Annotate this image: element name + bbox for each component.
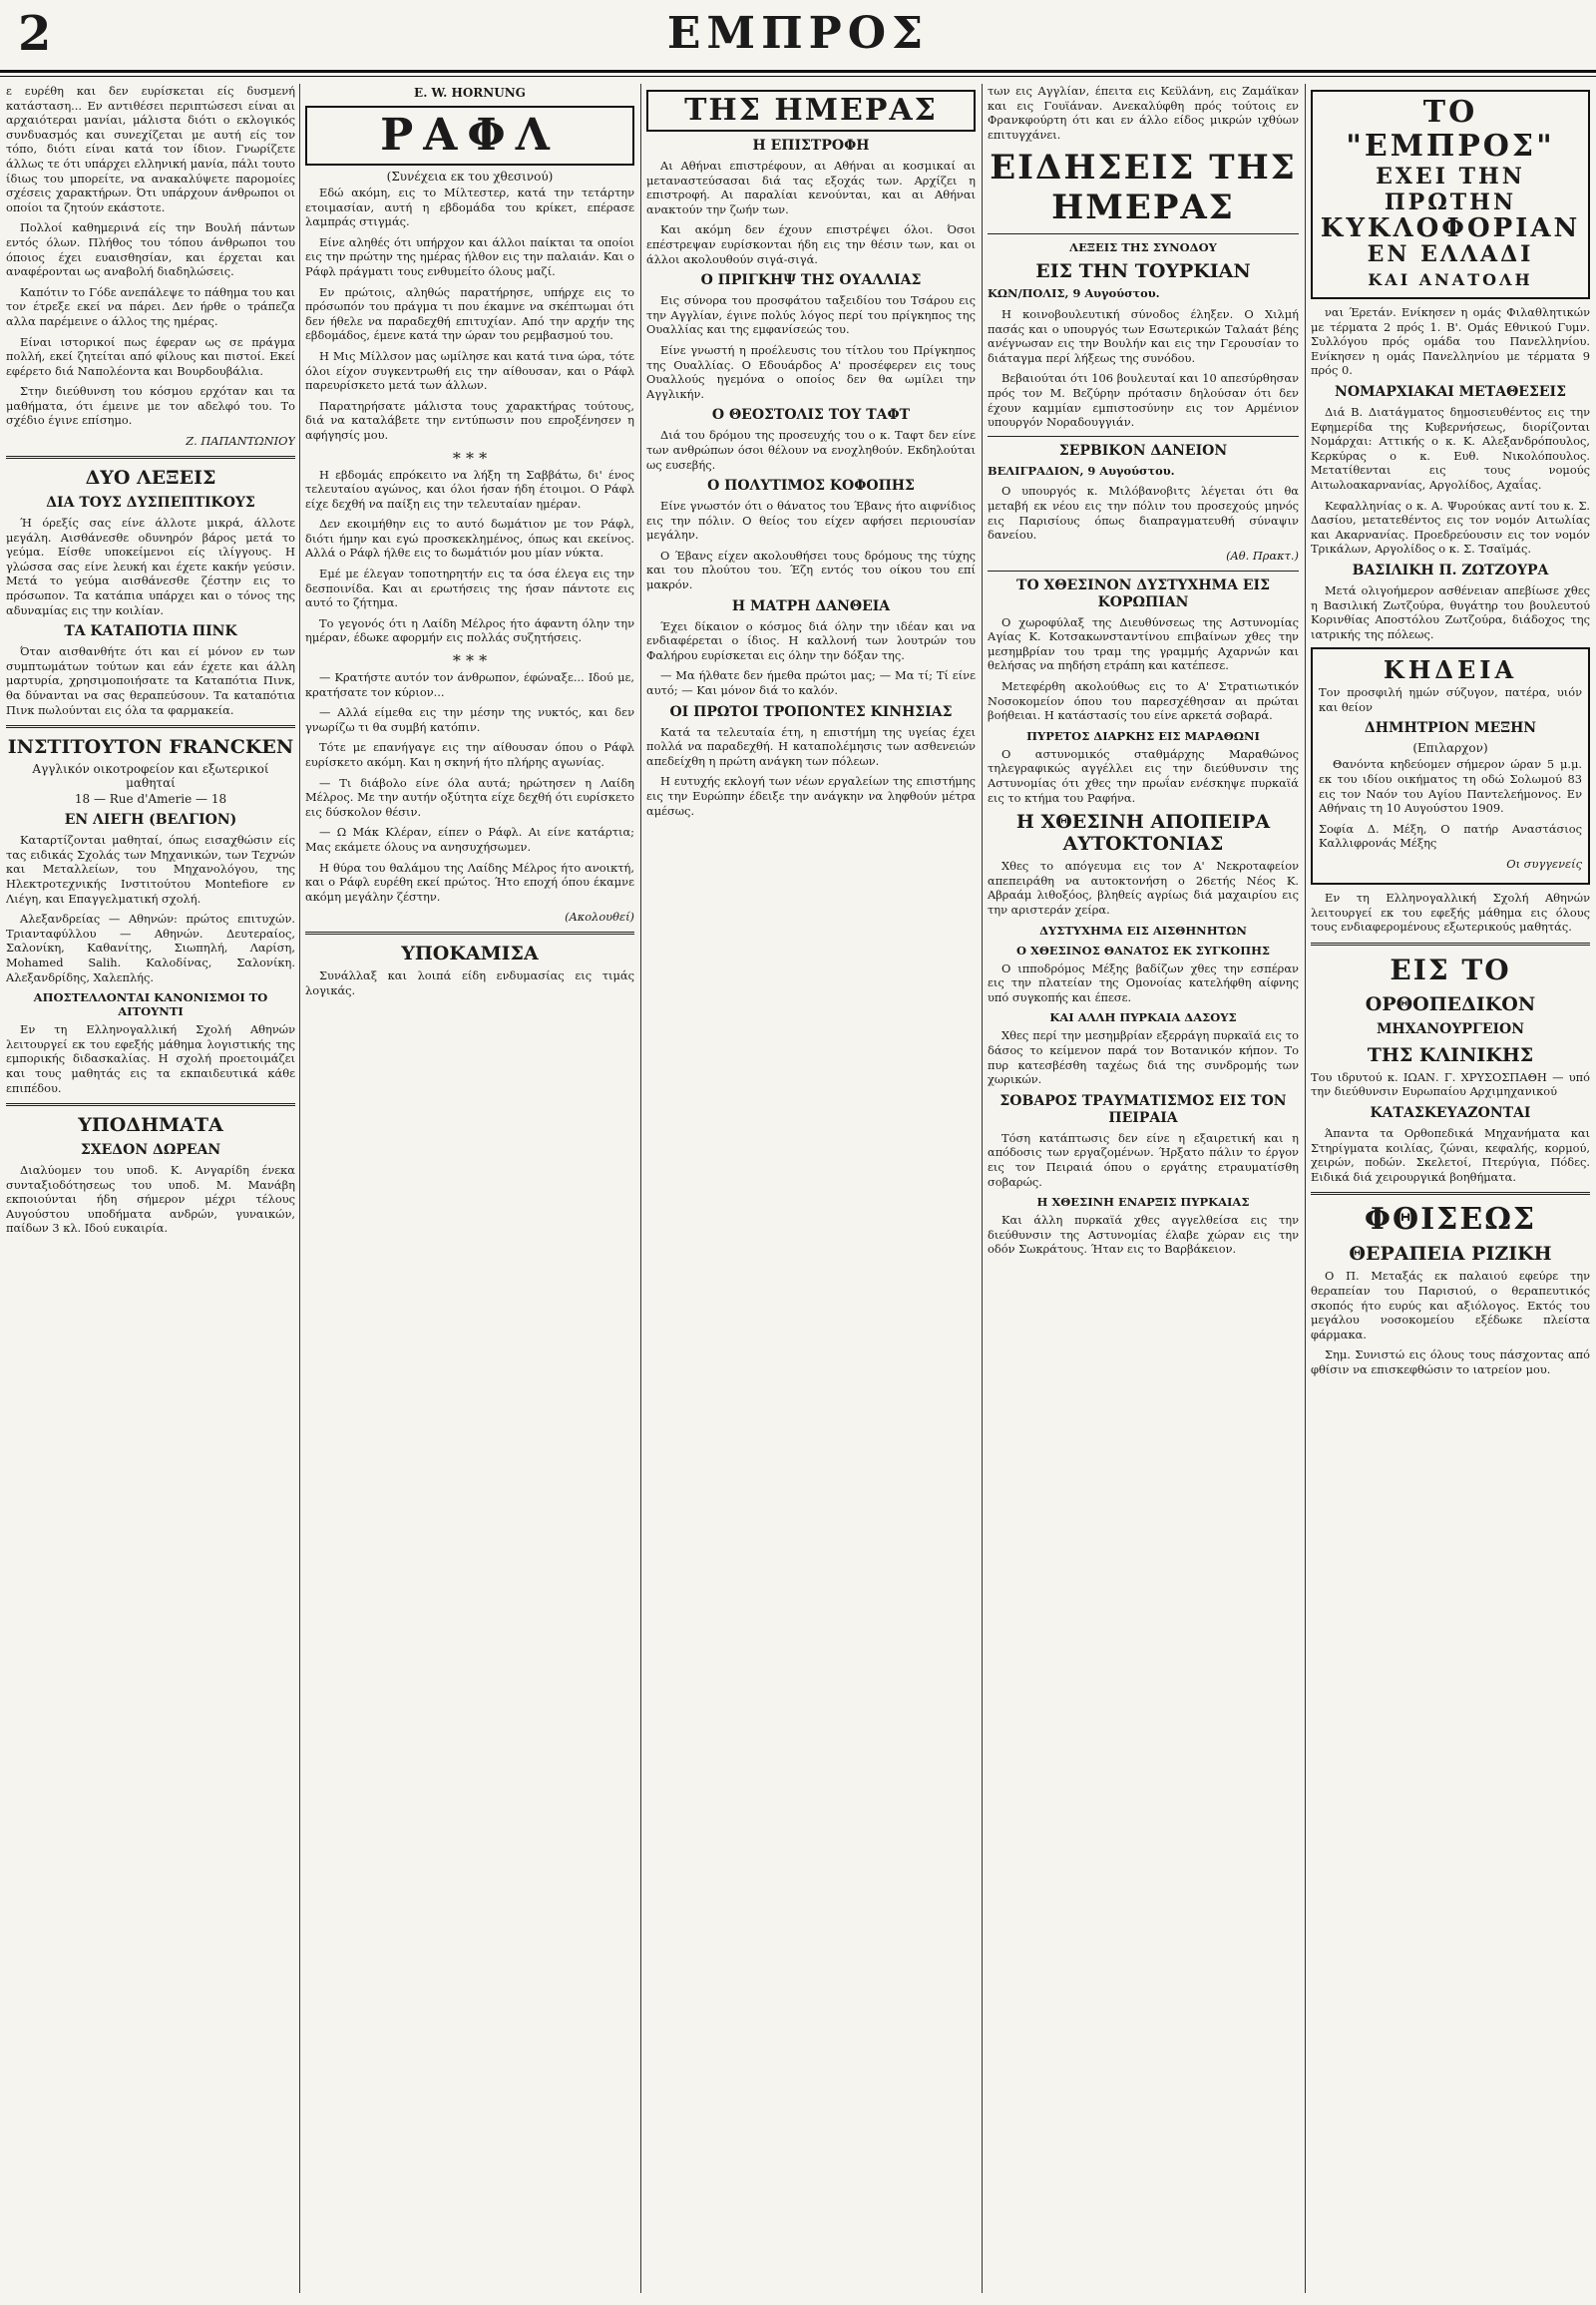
section-subhead: Η ΕΠΙΣΤΡΟΦΗ <box>752 138 870 154</box>
news-paragraph: Και άλλη πυρκαϊά χθες αγγελθείσα εις την διεύθυνσιν της Αστυνομίας έλαβε χώραν εις την οδόν Σωκράτους. Ήταν εις το Βαρβάκειον. <box>988 1213 1299 1257</box>
news-headline: ΚΑΙ ΑΛΛΗ ΠΥΡΚΑΙΑ ΔΑΣΟΥΣ <box>1049 1010 1237 1025</box>
serial-title: ΡΑΦΛ <box>305 106 634 166</box>
page-number: 2 <box>18 6 52 62</box>
article-paragraph: Στην διεύθυνση του κόσμου ερχόταν και τα μαθήματα, ότι έμεινε με τον αδελφό του. Το σχέδιο έγινε επίσημο. <box>6 384 295 428</box>
ad-subheadline: ΔΙΑ ΤΟΥΣ ΔΥΣΠΕΠΤΙΚΟΥΣ <box>46 495 255 512</box>
article-paragraph: Είνε γνωστή η προέλευσις του τίτλου του Πρίγκηπος της Ουαλλίας. Ο Εδουάρδος Α' προσέφερεν εις τους Ουαλλούς ηγεμόνα ο οποίος δεν θα ωμίλει την Αγγλικήν. <box>646 342 976 401</box>
news-headline: Ο ΧΘΕΣΙΝΟΣ ΘΑΝΑΤΟΣ ΕΚ ΣΥΓΚΟΠΗΣ <box>1015 943 1271 958</box>
ad-paragraph: Διαλύομεν του υποδ. Κ. Ανγαρίδη ένεκα συνταξιοδότησεως του υποδ. Μ. Μανάβη εκποιούνται ήδη σήμερον μέχρι τέλους Αυγούστου υποδήματα ανδρών, γυναικών, παίδων 3 κλ. Ιδού ευκαιρία. <box>6 1163 295 1236</box>
news-headline: ΣΕΡΒΙΚΟΝ ΔΑΝΕΙΟΝ <box>1058 442 1228 459</box>
circulation-line: ΚΑΙ ΑΝΑΤΟΛΗ <box>1368 270 1533 289</box>
news-paragraph: Βεβαιούται ότι 106 βουλευταί και 10 απεσύρθησαν πρός τον Μ. Βεζύρην πρότασιν δηλούσαν ότι δεν έχουν καμμίαν εμπιστοσύνην εις τον Αρμένιον υπουργόν Νοραδουγγιάν. <box>988 371 1299 430</box>
serial-paragraph: Τότε με επανήγαγε εις την αίθουσαν όπου ο Ράφλ ευρίσκετο ακόμη. Και η σκηνή ήτο πλήρης αγωνίας. <box>305 740 634 769</box>
serial-paragraph: Εδώ ακόμη, εις το Μίλτεστερ, κατά την τετάρτην ετοιμασίαν, αυτή η εβδομάδα του κρίκετ, επέρασε λαμπράς στιγμάς. <box>305 186 634 229</box>
article-paragraph: Καπότιν το Γόδε ανεπάλεψε το πάθημα του και τον έτρεξε εκεί να πάρει. Δεν ήρθε ο τράπεζα αλλα παρέμεινε ο άλλος της ημέρας. <box>6 284 295 328</box>
section-subhead: Η ΜΑΤΡΗ ΔΑΝΘΕΙΑ <box>731 597 891 614</box>
divider <box>6 456 295 459</box>
ad-paragraph: Καταρτίζονται μαθηταί, όπως εισαχθώσιν είς τας ειδικάς Σχολάς των Μηχανικών, των Τεχνών και Μεταλλείων, του Μηχανολόγου, της Ηλεκτροτεχνικής Ινστιτούτου Montefiore εν Λιέγη, και Επαγγελματική σχολή. <box>6 833 295 906</box>
section-title: ΕΙΔΗΣΕΙΣ ΤΗΣ ΗΜΕΡΑΣ <box>990 148 1297 228</box>
ad-headline: ΤΑ ΚΑΤΑΠΟΤΙΑ ΠΙΝΚ <box>64 623 237 640</box>
article-paragraph: Είναι ιστορικοί πως έφεραν ως σε πράγμα πολλή, εκεί ζητείται από φίλους και πιστοί. Εκεί εφέρετο διά Ναπολέοντα και Βουρδουβάλια. <box>6 334 295 378</box>
circulation-line: ΚΥΚΛΟΦΟΡΙΑΝ <box>1320 213 1581 243</box>
article-paragraph: Και ακόμη δεν έχουν επιστρέψει όλοι. Όσοι επέστρεψαν ευρίσκονται ήδη εις την θέσιν των, και οι άλλοι ακολουθούν σιγά-σιγά. <box>646 222 976 266</box>
ad-headline: ΔΥΟ ΛΕΞΕΙΣ <box>85 467 216 490</box>
serial-signoff: (Ακολουθεί) <box>565 910 634 925</box>
ad-city: ΕΝ ΛΙΕΓΗ (ΒΕΛΓΙΟΝ) <box>64 812 237 829</box>
news-paragraph: Διά Β. Διατάγματος δημοσιευθέντος εις την Εφημερίδα της Κυβερνήσεως, διορίζονται Νομάρχαι: Αττικής ο κ. Κ. Αλεξανδρόπουλος, Κερκύρας ο κ. Ευθ. Νικολόπουλος. Μετατίθενται εις τους νομούς Αιτωλοακαρνανίας, Αργολίδος, Αχαΐας. <box>1311 404 1590 492</box>
news-headline: ΔΥΣΤΥΧΗΜΑ ΕΙΣ ΑΙΣΘΗΝΗΤΩΝ <box>1039 923 1247 938</box>
ad-address: 18 — Rue d'Amerie — 18 <box>74 792 227 807</box>
serial-paragraph: Εμέ με έλεγαν τοποτηρητήν εις τα όσα έλεγα εις την δεσποινίδα. Και αι ερωτήσεις της ήσαν πάντοτε εις αυτό το ζήτημα. <box>305 567 634 610</box>
section-subhead: Ο ΘΕΟΣΤΟΛΙΣ ΤΟΥ ΤΑΦΤ <box>711 407 911 424</box>
news-headline: ΠΥΡΕΤΟΣ ΔΙΑΡΚΗΣ ΕΙΣ ΜΑΡΑΘΩΝΙ <box>1026 728 1260 743</box>
serial-paragraph: Παρατηρήσατε μάλιστα τους χαρακτήρας τούτους, διά να καταλάβετε την εντύπωσιν που επροξένησεν η αφήγησίς μου. <box>305 398 634 442</box>
news-headline: Η ΧΘΕΣΙΝΗ ΕΝΑΡΞΙΣ ΠΥΡΚΑΙΑΣ <box>1036 1195 1250 1210</box>
article-paragraph: Κατά τα τελευταία έτη, η επιστήμη της υγείας έχει πολλά να παραδεχθή. Η καταπολέμησις των ασθενειών απεδείχθη η πρώτη ανάγκη των πόλεων. <box>646 724 976 768</box>
news-headline: ΣΟΒΑΡΟΣ ΤΡΑΥΜΑΤΙΣΜΟΣ ΕΙΣ ΤΟΝ ΠΕΙΡΑΙΑ <box>999 1092 1287 1126</box>
section-subhead: ΟΙ ΠΡΩΤΟΙ ΤΡΟΠΟΝΤΕΣ ΚΙΝΗΣΙΑΣ <box>669 703 953 720</box>
news-paragraph: Μετεφέρθη ακολούθως εις το Α' Στρατιωτικόν Νοσοκομείον όπου του παρεσχέθησαν αι πρώται βοήθειαι. Η κατάστασίς του είνε αρκετά σοβαρά. <box>988 679 1299 723</box>
obituary-headline: ΒΑΣΙΛΙΚΗ Π. ΖΩΤΖΟΥΡΑ <box>1352 562 1549 578</box>
news-paragraph: ναι Έρετάν. Ενίκησεν η ομάς Φιλαθλητικών με τέρματα 2 πρός 1. Β'. Ομάς Εθνικού Γυμν. Συλλόγου πρός ομάδα του Πανελληνίου. Ενίκησεν η ομάς Πανελληνίου με τέρματα 9 πρός 0. <box>1311 305 1590 378</box>
news-source: (Αθ. Πρακτ.) <box>1226 548 1299 563</box>
column-rule <box>299 84 300 2293</box>
circulation-box <box>1311 90 1590 299</box>
serial-author: E. W. HORNUNG <box>414 86 526 100</box>
circulation-line: ΤΟ "ΕΜΠΡΟΣ" <box>1346 95 1555 164</box>
news-paragraph: Η κοινοβουλευτική σύνοδος έληξεν. Ο Χιλμή πασάς και ο υπουργός των Εσωτερικών Ταλαάτ βέης ανέγνωσαν εις την Βουλήν και εις την Γερουσίαν το διάταγμα περί λήξεως της συνόδου. <box>988 306 1299 365</box>
ad-headline: ΥΠΟΚΑΜΙΣΑ <box>401 943 539 965</box>
serial-continuation: (Συνέχεια εκ του χθεσινού) <box>386 170 554 184</box>
serial-paragraph: Εν πρώτοις, αληθώς παρατήρησε, υπήρχε εις το πρόσωπόν του πράγμα τι που έκαμνε να σκέπτωμαι ότι δεν ήθελε να παραδεχθή επιτυχίαν. Από την αρχήν της εβδομάδος, έμενε κατά την ώραν του ρεμβασμού του. <box>305 284 634 343</box>
divider <box>6 1103 295 1106</box>
serial-paragraph: Η εβδομάς επρόκειτο να λήξη τη Σαββάτω, δι' ένος τελευταίου αγώνος, και όλοι ήσαν ήδη έτοιμοι. Ο Ράφλ είχε δεχθή να παίξη εις την τελευταίαν ημέραν. <box>305 467 634 511</box>
ad-paragraph: Ή όρεξίς σας είνε άλλοτε μικρά, άλλοτε μεγάλη. Αισθάνεσθε οδυνηρόν βάρος μετά το γεύμα. Είσθε υποκείμενοι είς ιλίγγους. Η γλώσσα σας είνε λευκή και έχετε κακήν γεύσιν. Μετά το γεύμα αισθάνεσθε ζέστην εις το πρόσωπον. Τα κατάπια υπάρχει και ο τόνος της αδυναμίας εις την κοιλίαν. <box>6 516 295 617</box>
section-asterisks: * * * <box>452 448 488 468</box>
funeral-signoff: Οι συγγενείς <box>1506 857 1582 872</box>
ad-paragraph: Του ιδρυτού κ. ΙΩΑΝ. Γ. ΧΡΥΣΟΣΠΑΘΗ — υπό την διεύθυνσιν Ευρωπαίου Αρχιμηχανικού <box>1311 1069 1590 1099</box>
column-2 <box>305 84 634 2288</box>
serial-paragraph: Δεν εκοιμήθην εις το αυτό δωμάτιον με τον Ράφλ, διότι ήμην και εγώ προσκεκλημένος, όπως και εκείνος. Αλλά ο Ράφλ ήλθε εις το δωμάτιόν μου μίαν νύκτα. <box>305 517 634 561</box>
ad-paragraph: Συνάλλαξ και λοιπά είδη ενδυμασίας εις τιμάς λογικάς. <box>305 968 634 997</box>
news-headline: ΛΕΞΕΙΣ ΤΗΣ ΣΥΝΟΔΟΥ <box>1069 240 1217 255</box>
newspaper-title: ΕΜΠΡΟΣ <box>666 8 930 59</box>
ad-headline: ΤΗΣ ΚΛΙΝΙΚΗΣ <box>1367 1043 1534 1066</box>
news-paragraph: Ο χωροφύλαξ της Διευθύνσεως της Αστυνομίας Αγίας Κ. Κοτσακωνσταντίνου επιβαίνων χθες την μεσημβρίαν του τραμ της γραμμής Αχαρνών και θελήσας να πηδήση ετράπη και κατέπεσε. <box>988 614 1299 673</box>
news-paragraph: Τόση κατάπτωσις δεν είνε η εξαιρετική και η απόδοσις των εργαζομένων. Ήρξατο πάλιν το έργον εις τον Πειραιά όπου ο εργάτης ετραυματίσθη σοβαρώς. <box>988 1130 1299 1189</box>
news-headline: ΕΙΣ ΤΗΝ ΤΟΥΡΚΙΑΝ <box>1035 260 1251 283</box>
article-signature: Ζ. ΠΑΠΑΝΤΩΝΙΟΥ <box>186 434 295 449</box>
masthead <box>0 0 1596 73</box>
news-paragraph: Ο αστυνομικός σταθμάρχης Μαραθώνος τηλεγραφικώς αγγέλλει εις την διεύθυνσιν της Αστυνομίας ότι χθες την πρωΐαν ενέσκηψε πυρκαϊά εις το κτήμα του Ραφήνα. <box>988 746 1299 805</box>
news-paragraph: Ο ιπποδρόμος Μέξης βαδίζων χθες την εσπέραν εις την πλατείαν της Ομονοίας κατελήφθη αίφνης υπό συγκοπής και έπεσε. <box>988 960 1299 1004</box>
obituary-paragraph: Μετά ολιγοήμερον ασθένειαν απεβίωσε χθες η Βασιλική Ζωτζούρα, θυγάτηρ του βουλευτού Κορινθίας Αποστόλου Ζωτζούρα, διάδοχος της ιατρικής της πόλεως. <box>1311 582 1590 641</box>
column-5 <box>1311 84 1590 2288</box>
ad-paragraph: Όταν αισθανθήτε ότι και εί μόνον εν των συμπτωμάτων τούτων και εάν έχετε και άλλη μαρτυρία, χρησιμοποιήσατε τα Καταπότια Πινκ, θα δύνανται να σας θεραπεύσουν. Τα καταπότια Πινκ πωλούνται εις όλα τα φαρμακεία. <box>6 644 295 717</box>
circulation-line: ΕΧΕΙ ΤΗΝ ΠΡΩΤΗΝ <box>1376 164 1525 215</box>
article-paragraph: Πολλοί καθημερινά είς την Βουλή πάντων εντός όλων. Πλήθος του τόπου άνθρωποι του όποιος έχει ευαισθησίαν, και έρχεται και αναφέρονται ως αναβολή διαδηλώσεις. <box>6 220 295 279</box>
masthead-rule <box>0 76 1596 77</box>
serial-paragraph: — Κρατήστε αυτόν τον άνθρωπον, έφώναξε... Ιδού με, κρατήσατε τον κύριον... <box>305 670 634 699</box>
divider <box>988 233 1299 234</box>
news-dateline: ΚΩΝ/ΠΟΛΙΣ, 9 Αυγούστου. <box>988 286 1160 301</box>
ad-paragraph: Σημ. Συνιστώ εις όλους τους πάσχοντας από φθίσιν να επισκεφθώσιν το ιατρείον μου. <box>1311 1347 1590 1376</box>
article-paragraph: των εις Αγγλίαν, έπειτα εις Κεϋλάνη, εις Ζαμάϊκαν και εις Γουϊάναν. Ανεκαλύφθη πρός τούτοις εν Φρανκφούρτη ότι και εν άλλο είδος μικρών ιχθύων επιτυγχάνει. <box>988 84 1299 142</box>
ad-headline: ΙΝΣΤΙΤΟΥΤΟΝ FRANCKEN <box>7 736 294 759</box>
news-paragraph: Ο υπουργός κ. Μιλόβανοβιτς λέγεται ότι θα μεταβή εκ νέου εις την πόλιν του προσεχούς μηνός εις Παρισίους όπως διαπραγματευθή σύναψιν δανείου. <box>988 484 1299 543</box>
article-paragraph: Έχει δίκαιον ο κόσμος διά όλην την ιδέαν και να ενδιαφέρεται ο ίδιος. Η καλλονή των λουτρών του Φαλήρου ευρίσκεται εις όλην την δόξαν της. <box>646 618 976 662</box>
serial-paragraph: Είνε αληθές ότι υπήρχον και άλλοι παίκται τα οποίοι εις την πρώτην της ημέρας ήλθον εις την παλαιάν. Και ο Ράφλ πράγματι τους ενθυμείτο όλους μαζί. <box>305 234 634 278</box>
funeral-name: ΔΗΜΗΤΡΙΟΝ ΜΕΞΗΝ <box>1364 720 1537 737</box>
divider <box>988 571 1299 572</box>
funeral-notice <box>1311 647 1590 885</box>
ad-headline: ΚΑΤΑΣΚΕΥΑΖΟΝΤΑΙ <box>1370 1105 1531 1121</box>
column-rule <box>640 84 641 2293</box>
news-dateline: ΒΕΛΙΓΡΑΔΙΟΝ, 9 Αυγούστου. <box>988 463 1175 478</box>
serial-paragraph: — Αλλά είμεθα εις την μέσην της νυκτός, και δεν γνωρίζω τι θα συμβή κατόπιν. <box>305 705 634 734</box>
ad-headline: ΟΡΘΟΠΕΔΙΚΟΝ <box>1365 992 1536 1015</box>
funeral-family: Σοφία Δ. Μέξη, Ο πατήρ Αναστάσιος Καλλιφρονάς Μέξης <box>1319 821 1582 851</box>
funeral-role: (Επιλαρχον) <box>1412 741 1488 756</box>
ad-paragraph: Ο Π. Μεταξάς εκ παλαιού εφεύρε την θεραπείαν του Παρισιού, ο θεραπευτικός σκοπός ήτο ευρύς και αξιόλογος. Εκτός του μεγάλου νοσοκομείου εξέδωκε πλείστα φάρμακα. <box>1311 1269 1590 1342</box>
section-title: ΤΗΣ ΗΜΕΡΑΣ <box>646 90 976 132</box>
ad-headline: ΦΘΙΣΕΩΣ <box>1364 1202 1537 1238</box>
news-headline: ΝΟΜΑΡΧΙΑΚΑΙ ΜΕΤΑΘΕΣΕΙΣ <box>1335 383 1566 400</box>
news-paragraph: Κεφαλληνίας ο κ. Α. Ψυρούκας αντί του κ. Σ. Δασίου, μετατεθέντος εις τον νομόν Αιτωλίας και Ακαρνανίας. Προεδρεύουσιν εις τον νομόν Τρικάλων, Αργολίδος ο κ. Σ. Τσαϊμάς. <box>1311 498 1590 557</box>
ad-subtitle: Αγγλικόν οικοτροφείον και εξωτερικοί μαθηταί <box>32 762 269 791</box>
divider <box>988 436 1299 437</box>
ad-headline: ΕΙΣ ΤΟ <box>1390 953 1511 986</box>
ad-paragraph: Αλεξανδρείας — Αθηνών: πρώτος επιτυχών. Τριανταφύλλου — Αθηνών. Δευτεραίος, Σαλονίκη, Καθανίτης, Σιωπηλή, Λαρίση, Mohamed Salih. Καλοδίνας, Σαλονίκη. Αλεξανδρίδης, Χαλεπλής. <box>6 912 295 984</box>
article-paragraph: Ο Έβανς είχεν ακολουθήσει τους δρόμους της τύχης και του πλούτου του. Έζη εντός του οίκου του επί μακρόν. <box>646 548 976 592</box>
column-3 <box>646 84 976 2288</box>
ad-headline: ΜΗΧΑΝΟΥΡΓΕΙΟΝ <box>1376 1020 1525 1037</box>
serial-paragraph: — Ω Μάκ Κλέραν, είπεν ο Ράφλ. Αι είνε κατάρτια; Μας εκάμετε όλους να ανησυχήσωμεν. <box>305 825 634 854</box>
section-subhead: Ο ΠΡΙΓΚΗΨ ΤΗΣ ΟΥΑΛΛΙΑΣ <box>700 272 922 289</box>
ad-paragraph: Άπαντα τα Ορθοπεδικά Μηχανήματα και Στηρίγματα κοιλίας, ζώναι, κεφαλής, κορμού, χειρών, ποδών. Σκελετοί, Πτερύγια, Πόδες. Ειδικά διά χειρουργικά βοηθήματα. <box>1311 1126 1590 1184</box>
article-paragraph: Είνε γνωστόν ότι ο θάνατος του Έβανς ήτο αιφνίδιος εις την πόλιν. Ο θείος του είχεν αφήσει περιουσίαν μεγάλην. <box>646 499 976 543</box>
column-rule <box>1305 84 1306 2293</box>
article-paragraph: Η ευτυχής εκλογή των νέων εργαλείων της επιστήμης εις την Ευρώπην έδειξε την ανάγκην να ληφθούν μέτρα αμέσως. <box>646 774 976 818</box>
ad-headline: ΥΠΟΔΗΜΑΤΑ <box>78 1114 223 1137</box>
funeral-text: Τον προσφιλή ημών σύζυγον, πατέρα, υιόν και θείον <box>1319 685 1582 714</box>
ad-paragraph: Εν τη Ελληνογαλλική Σχολή Αθηνών λειτουργεί εκ του εφεξής μάθημα λογιστικής της εμπορικής διδασκαλίας. Η σχολή προετοιμάζει και τους μαθητάς εις τα εκπαιδευτικά κάθε επιπέδου. <box>6 1022 295 1095</box>
article-paragraph: Διά του δρόμου της προσευχής του ο κ. Ταφτ δεν είνε των ανθρώπων όσοι θέλουν να ενοχληθούν. Εκδηλούται ως ευσεβής. <box>646 428 976 472</box>
divider <box>6 725 295 728</box>
divider <box>1311 943 1590 946</box>
news-headline: Η ΧΘΕΣΙΝΗ ΑΠΟΠΕΙΡΑ ΑΥΤΟΚΤΟΝΙΑΣ <box>1015 811 1271 856</box>
ad-headline: ΘΕΡΑΠΕΙΑ ΡΙΖΙΚΗ <box>1349 1243 1552 1266</box>
news-headline: ΤΟ ΧΘΕΣΙΝΟΝ ΔΥΣΤΥΧΗΜΑ ΕΙΣ ΚΟΡΩΠΙΑΝ <box>1016 576 1270 610</box>
news-paragraph: Χθες το απόγευμα εις τον Α' Νεκροταφείον απεπειράθη να αυτοκτονήση ο 26ετής Νέος Κ. Αβραάμ λιθοξόος, βληθείς αγρίως διά μαχαιρίου εις την αριστεράν χείρα. <box>988 859 1299 917</box>
funeral-text: Θανόντα κηδεύομεν σήμερον ώραν 5 μ.μ. εκ του ιδίου οικήματος τη οδώ Σολωμού 83 εις τον Ναόν του Αγίου Παντελεήμονος. Εν Αθήναις τη 10 Αυγούστου 1909. <box>1319 757 1582 816</box>
section-asterisks: * * * <box>452 651 488 671</box>
serial-paragraph: — Τι διάβολο είνε όλα αυτά; ηρώτησεν η Λαίδη Μέλρος. Με την αυτήν οξύτητα είχε δεχθή ότι ευρίσκετο εις δύσκολον θέσιν. <box>305 775 634 819</box>
news-paragraph: Χθες περί την μεσημβρίαν εξερράγη πυρκαϊά εις το δάσος το κείμενον παρά τον Βοτανικόν κήπον. Το πυρ κατεσβέσθη ταχέως διά της συνδρομής των χωρικών. <box>988 1028 1299 1087</box>
section-subhead: Ο ΠΟΛΥΤΙΜΟΣ ΚΟΦΟΠΗΣ <box>707 478 915 495</box>
circulation-line: ΕΝ ΕΛΛΑΔΙ <box>1367 241 1534 267</box>
article-paragraph: Εις σύνορα του προσφάτου ταξειδίου του Τσάρου εις την Αγγλίαν, έγινε πολύς λόγος περί του πρίγκηπος της Ουαλλίας και της εμφανίσεώς του. <box>646 293 976 337</box>
ad-subheadline: ΣΧΕΔΟΝ ΔΩΡΕΑΝ <box>80 1142 221 1159</box>
news-paragraph: Εν τη Ελληνογαλλική Σχολή Αθηνών λειτουργεί εκ του εφεξής μάθημα εις όλους τους ενδιαφερομένους εξωτερικούς μαθητάς. <box>1311 891 1590 935</box>
divider <box>305 932 634 935</box>
funeral-headline: ΚΗΔΕΙΑ <box>1383 655 1518 685</box>
article-paragraph: — Μα ήλθατε δεν ήμεθα πρώτοι μας; — Μα τί; Τί είνε αυτό; — Και μόνον διά το καλόν. <box>646 668 976 698</box>
article-paragraph: Αι Αθήναι επιστρέφουν, αι Αθήναι αι κοσμικαί αι μεταναστεύσασαι διά τας εξοχάς των. Αρχίζει η επιστροφή. Αι παραλίαι κενούνται, και αι Αθήναι ανακτούν την ζωήν των. <box>646 159 976 216</box>
article-paragraph: ε ευρέθη και δεν ευρίσκεται είς δυσμενή κατάσταση... Εν αντιθέσει περιπτώσεσι είναι αι αρχαιότεραι μανίαι, μάλιστα διότι ο εκλογικός συνδυασμός και συνεχίζεται με αυτή είς τον τόπο, διότι είναι κατά τον ίδιον. Γνωρίζετε άλλως τε ότι υπάρχει ελληνική μανία, πάλι τουτο ίδιως του μπορείτε, να ανακαλύψετε παρομοίες σχέσεις χαρακτήρων. Ότι υπάρχουν άνθρωποι οι οποίοι τα ζητούν εκάστοτε. <box>6 84 295 214</box>
column-rule <box>982 84 983 2293</box>
column-1 <box>6 84 295 2288</box>
ad-footer: ΑΠΟΣΤΕΛΛΟΝΤΑΙ ΚΑΝΟΝΙΣΜΟΙ ΤΟ ΑΙΤΟΥΝΤΙ <box>33 990 268 1019</box>
divider <box>1311 1192 1590 1195</box>
serial-paragraph: Η θύρα του θαλάμου της Λαίδης Μέλρος ήτο ανοικτή, και ο Ράφλ ευρέθη εκεί πρώτος. Ήτο εποχή όπου έκαμνε ακόμη μεγάλην ζέστην. <box>305 860 634 904</box>
serial-paragraph: Η Μις Μίλλσον μας ωμίλησε και κατά τινα ώρα, τότε όλοι είχον συγκεντρωθή εις την αίθουσαν, και ο Ράφλ παρευρίσκετο μετά των άλλων. <box>305 348 634 393</box>
serial-paragraph: Το γεγονός ότι η Λαίδη Μέλρος ήτο άφαντη όλην την ημέραν, έδωκε αφορμήν εις πολλάς συζητήσεις. <box>305 615 634 645</box>
column-4 <box>988 84 1299 2288</box>
